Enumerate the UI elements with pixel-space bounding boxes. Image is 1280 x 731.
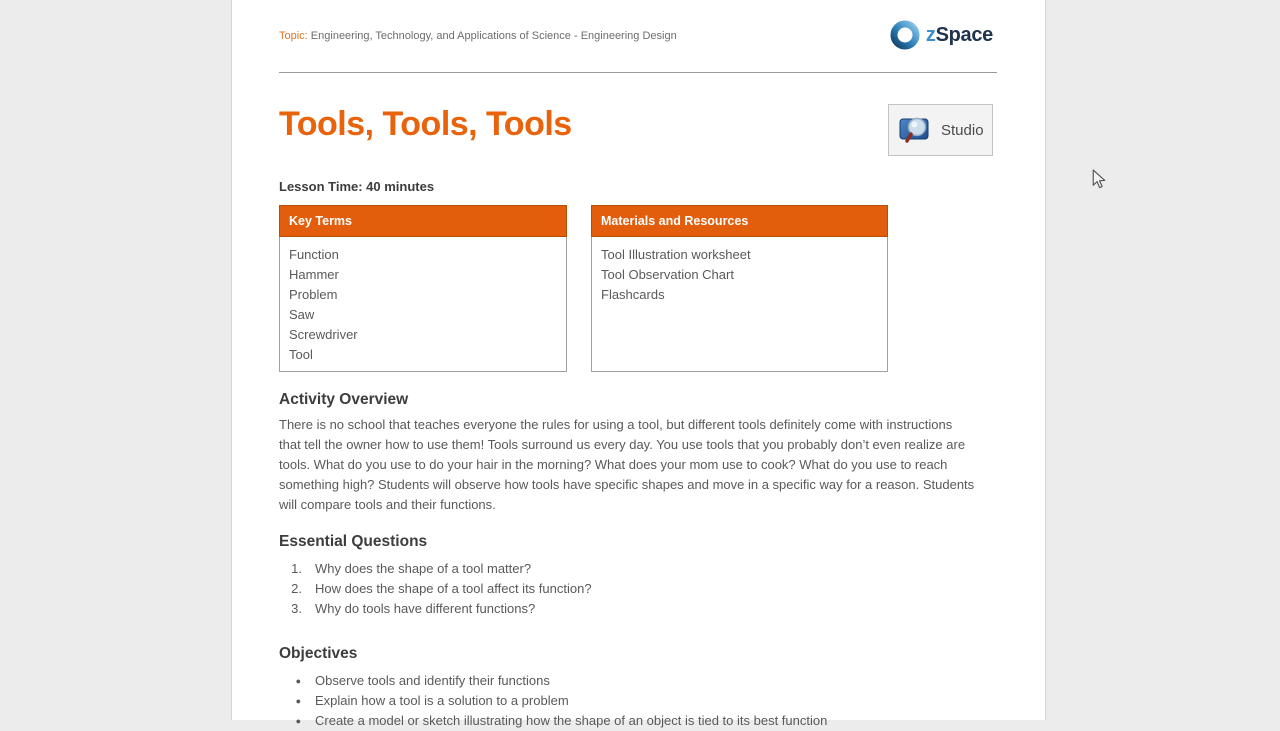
paragraph-line: will compare tools and their functions. [279, 497, 496, 512]
key-terms-body [279, 237, 567, 372]
list-item: Hammer [289, 267, 339, 282]
paragraph-line: that tell the owner how to use them! Tools surround us every day. You use tools that you probably don’t even realize are [279, 437, 966, 452]
activity-overview-section [279, 391, 997, 515]
topic-text: Engineering, Technology, and Applications of Science - Engineering Design [307, 30, 677, 42]
list-item: 3. Why do tools have different functions? [291, 601, 536, 616]
header-divider [279, 72, 997, 73]
section-heading: Essential Questions [279, 533, 428, 550]
list-item: Tool Observation Chart [601, 267, 734, 282]
list-item: ● Create a model or sketch illustrating how the shape of an object is tied to its best function [279, 711, 997, 731]
objectives-list [279, 671, 997, 731]
bullet-icon: ● [295, 716, 301, 726]
lesson-plan-page [231, 0, 1046, 728]
list-item: ● Explain how a tool is a solution to a problem [279, 691, 997, 711]
topic-label: Topic: [279, 30, 308, 42]
section-heading: Activity Overview [279, 391, 409, 408]
key-terms-header: Key Terms [279, 205, 567, 237]
paragraph-line: something high? Students will observe how tools have specific shapes and move in a specific way for a reason. Students [279, 477, 975, 492]
mouse-cursor-icon [1091, 169, 1107, 191]
activity-overview-paragraph [279, 415, 997, 515]
list-item: ● Observe tools and identify their functions [279, 671, 997, 691]
materials-body [591, 237, 888, 372]
studio-label: Studio [941, 121, 984, 139]
zspace-wordmark: zSpace [925, 23, 993, 46]
studio-magnifier-icon [898, 115, 932, 145]
list-item: Screwdriver [289, 327, 358, 342]
list-item: Function [289, 247, 339, 262]
essential-questions-list [279, 559, 997, 619]
list-item: Tool [289, 347, 313, 362]
essential-questions-section [279, 533, 997, 619]
materials-header: Materials and Resources [591, 205, 888, 237]
topic-line [279, 29, 677, 43]
section-heading: Objectives [279, 645, 358, 662]
objectives-section [279, 645, 997, 731]
paragraph-line: There is no school that teaches everyone the rules for using a tool, but different tools definitely come with instructions [279, 417, 953, 432]
lesson-time: Lesson Time: 40 minutes [279, 179, 435, 194]
list-item: Saw [289, 307, 315, 322]
list-item: Flashcards [601, 287, 665, 302]
studio-badge[interactable] [888, 104, 993, 156]
zspace-logo [890, 20, 993, 50]
list-item: 1. Why does the shape of a tool matter? [291, 561, 532, 576]
paragraph-line: tools. What do you use to do your hair in the morning? What does your mom use to cook? What do you use to reach [279, 457, 948, 472]
bullet-icon: ● [295, 676, 301, 686]
page-title: Tools, Tools, Tools [279, 105, 572, 143]
list-item: Tool Illustration worksheet [601, 247, 751, 262]
zspace-ring-icon [890, 20, 920, 50]
materials-table [591, 205, 888, 372]
list-item: Problem [289, 287, 338, 302]
list-item: 2. How does the shape of a tool affect its function? [291, 581, 592, 596]
bullet-icon: ● [295, 696, 301, 706]
key-terms-table [279, 205, 567, 372]
